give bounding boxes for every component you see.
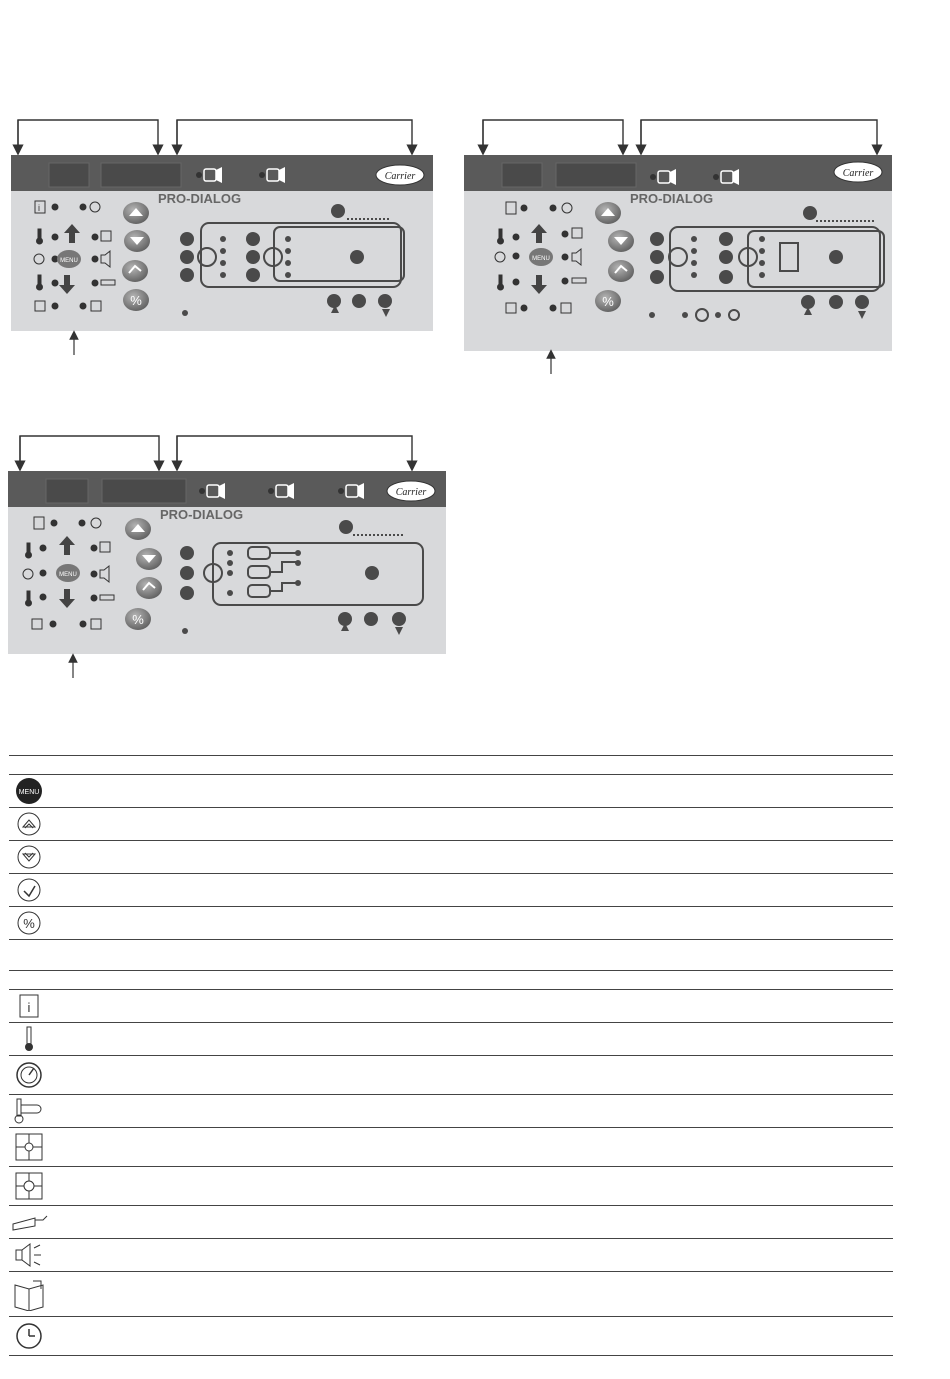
bracket-right-a	[177, 120, 412, 150]
enter-button-b[interactable]	[608, 260, 634, 282]
legend-row-pressure	[9, 1056, 893, 1095]
carrier-logo: Carrier	[395, 487, 427, 498]
svg-text:i: i	[27, 1000, 31, 1015]
menu-icon	[15, 777, 43, 805]
svg-text:MENU: MENU	[532, 256, 550, 262]
svg-text:MENU: MENU	[60, 258, 78, 264]
percent-icon	[16, 910, 42, 936]
legend-row-alarm	[9, 1239, 893, 1272]
svg-text:%: %	[23, 916, 35, 931]
legend-table	[9, 755, 893, 1356]
legend-row-service	[9, 1206, 893, 1239]
legend-row-temperature	[9, 1023, 893, 1056]
legend-row-percent	[9, 907, 893, 940]
legend-row-menu	[9, 775, 893, 808]
panel-a	[11, 120, 433, 355]
outputs-icon	[14, 1171, 44, 1201]
pro-dialog-brand: PRO-DIALOG	[630, 191, 714, 206]
svg-text:%: %	[132, 612, 144, 627]
pro-dialog-brand: PRO-DIALOG	[158, 191, 242, 206]
legend-row-enter	[9, 874, 893, 907]
gauge-icon	[15, 1061, 43, 1089]
thermometer-icon	[22, 1025, 36, 1053]
setpoint-icon	[11, 1097, 47, 1125]
legend-spacer	[9, 940, 893, 971]
clock-icon	[15, 1322, 43, 1350]
legend-row-inputs	[9, 1128, 893, 1167]
legend-row-setpoint	[9, 1095, 893, 1128]
legend-row-outputs	[9, 1167, 893, 1206]
panel-c	[8, 436, 446, 678]
info-icon	[18, 993, 40, 1019]
history-book-icon	[13, 1277, 45, 1311]
legend-row-history	[9, 1272, 893, 1317]
carrier-logo: Carrier	[384, 171, 416, 182]
svg-text:i: i	[38, 203, 40, 213]
enter-button-a[interactable]	[122, 260, 148, 282]
svg-text:MENU: MENU	[59, 572, 77, 578]
service-icon	[9, 1212, 49, 1232]
enter-button-c[interactable]	[136, 577, 162, 599]
bracket-left-a	[18, 120, 158, 150]
legend-header-buttons	[9, 755, 893, 775]
legend-row-up	[9, 808, 893, 841]
carrier-logo: Carrier	[842, 168, 874, 179]
alarm-speaker-icon	[14, 1242, 44, 1268]
svg-text:%: %	[130, 293, 142, 308]
panel-b	[464, 120, 892, 374]
down-arrow-icon	[16, 844, 42, 870]
legend-row-clock	[9, 1317, 893, 1356]
svg-text:MENU: MENU	[18, 789, 40, 796]
svg-text:%: %	[602, 294, 614, 309]
legend-header-menus	[9, 971, 893, 990]
up-arrow-icon	[16, 811, 42, 837]
pro-dialog-brand: PRO-DIALOG	[160, 507, 244, 522]
legend-row-down	[9, 841, 893, 874]
inputs-icon	[14, 1132, 44, 1162]
enter-icon	[16, 877, 42, 903]
legend-row-info	[9, 990, 893, 1023]
